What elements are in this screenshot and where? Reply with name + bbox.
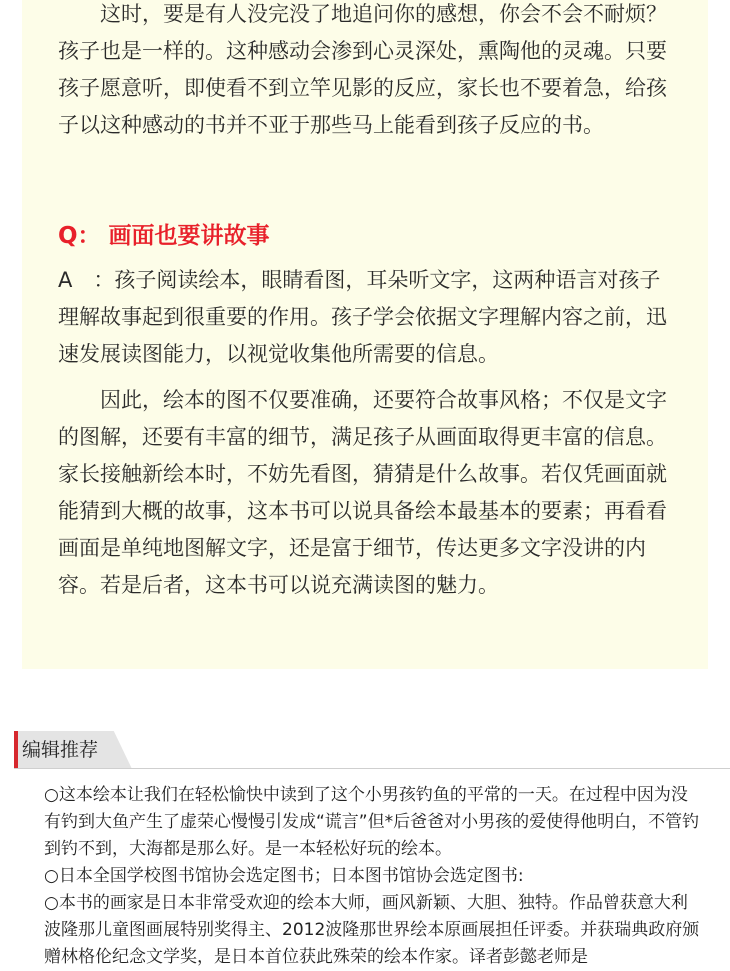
section-header-editor-recommendation (14, 731, 730, 769)
answer-paragraph-continued: 因此，绘本的图不仅要准确，还要符合故事风格；不仅是文字的图解，还要有丰富的细节，满足孩子从画面取得更丰富的信息。家长接触新绘本时，不妨先看图，猜猜是什么故事。若仅凭画面就能猜到大概的故事，这本书可以说具备绘本最基本的要素；再看看画面是单纯地图解文字，还是富于细节，传达更多文字没讲的内容。若是后者，这本书可以说充满读图的魅力。 (58, 388, 667, 597)
recommendation-item: ○这本绘本让我们在轻松愉快中读到了这个小男孩钓鱼的平常的一天。在过程中因为没有钓到大鱼产生了虚荣心慢慢引发成“谎言”但*后爸爸对小男孩的爱使得他明白，不管钓到钓不到，大海都是那么好。是一本轻松好玩的绘本。 (44, 785, 700, 859)
answer-paragraph: A ：孩子阅读绘本，眼睛看图，耳朵听文字，这两种语言对孩子理解故事起到很重要的作用。孩子学会依据文字理解内容之前，迅速发展读图能力，以视觉收集他所需要的信息。 (58, 268, 667, 366)
paragraph-intro: 这时，要是有人没完没了地追问你的感想，你会不会不耐烦？孩子也是一样的。这种感动会渗到心灵深处，熏陶他的灵魂。只要孩子愿意听，即使看不到立竿见影的反应，家长也不要着急，给孩子以这种感动的书并不亚于那些马上能看到孩子反应的书。 (58, 2, 667, 137)
recommendation-item: ○日本全国学校图书馆协会选定图书；日本图书馆协会选定图书: (44, 866, 524, 886)
question-heading: Q： 画面也要讲故事 (58, 223, 270, 249)
section-title: 编辑推荐 (22, 739, 99, 761)
section-accent-bar (14, 731, 18, 769)
recommendation-item: ○本书的画家是日本非常受欢迎的绘本大师，画风新颖、大胆、独特。作品曾获意大利波隆那儿童图画展特别奖得主、2012波隆那世界绘本原画展担任评委。并获瑞典政府颁赠林格伦纪念文学奖，是日本首位获此殊荣的绘本作家。译者彭懿老师是 (44, 893, 700, 967)
section-divider (14, 768, 730, 769)
